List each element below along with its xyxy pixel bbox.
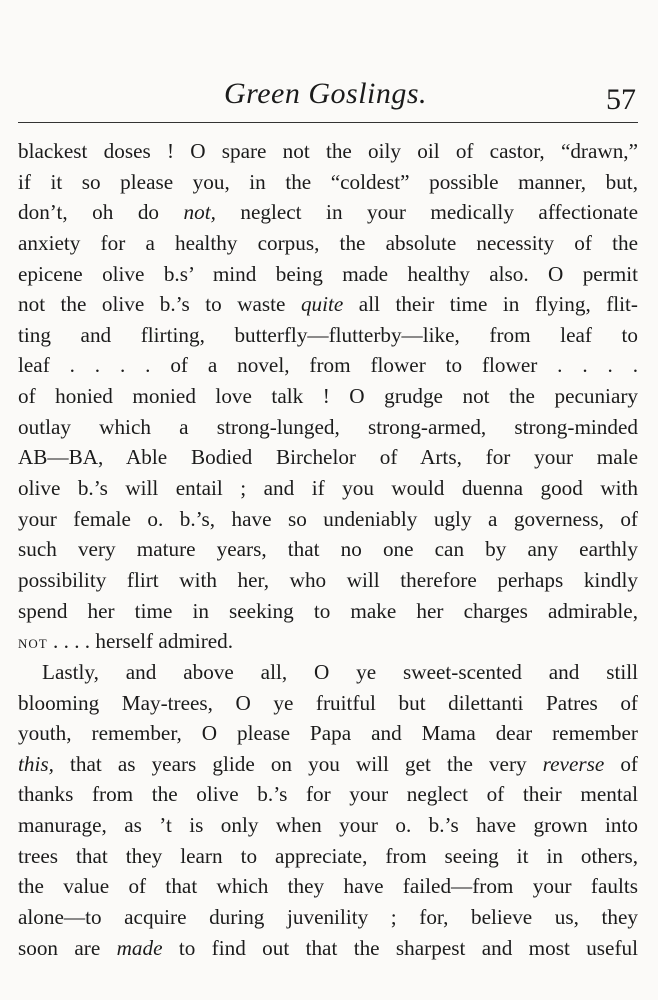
paragraph-2 xyxy=(18,657,638,963)
italic-run: made xyxy=(116,935,163,960)
text-line: manurage, as ’t is only when your o. b.’s have grown into xyxy=(18,813,638,838)
text-run: that as years glide on you will get the very xyxy=(53,751,543,776)
text-line: Lastly, and above all, O ye sweet-scented and still xyxy=(42,659,638,684)
text-run: of xyxy=(604,751,638,776)
italic-run: quite xyxy=(300,292,344,317)
page-number: 57 xyxy=(606,83,636,116)
text-line: possibility flirt with her, who will therefore perhaps kindly xyxy=(18,567,638,592)
text-line: blackest doses ! O spare not the oily oil of castor, “drawn,” xyxy=(18,139,638,163)
running-title: Green Goslings. xyxy=(224,77,428,110)
header-rule xyxy=(18,122,638,123)
small-caps-run: not xyxy=(18,632,48,654)
text-line: thanks from the olive b.’s for your neglect of their mental xyxy=(18,782,638,807)
text-line: AB—BA, Able Bodied Birchelor of Arts, for your male xyxy=(18,445,638,470)
text-line: alone—to acquire during juvenility ; for, believe us, they xyxy=(18,905,638,930)
text-run: don’t, oh do xyxy=(18,200,184,225)
body-text xyxy=(18,136,638,963)
text-run: neglect in your medically affectionate xyxy=(215,200,639,225)
text-line xyxy=(18,626,638,657)
text-line: epicene olive b.s’ mind being made healthy also. O permit xyxy=(18,261,638,286)
text-line: anxiety for a healthy corpus, the absolute necessity of the xyxy=(18,230,638,255)
text-line: your female o. b.’s, have so undeniably ugly a governess, of xyxy=(18,506,638,531)
paragraph-1 xyxy=(18,136,638,657)
text-line: spend her time in seeking to make her charges admirable, xyxy=(18,598,638,623)
text-line xyxy=(18,289,638,320)
text-line: the value of that which they have failed—from your faults xyxy=(18,874,638,899)
text-line: of honied monied love talk ! O grudge not the pecuniary xyxy=(18,384,638,409)
text-run: . . . . herself admired. xyxy=(47,629,234,654)
italic-run: reverse xyxy=(542,751,605,776)
page-header xyxy=(0,74,658,114)
text-line xyxy=(18,933,638,964)
text-run: to find out that the sharpest and most useful xyxy=(162,935,638,960)
text-line: olive b.’s will entail ; and if you would duenna good with xyxy=(18,476,638,501)
italic-run: not, xyxy=(183,200,216,225)
text-line: such very mature years, that no one can by any earthly xyxy=(18,537,638,562)
text-line xyxy=(18,197,638,228)
text-run: soon are xyxy=(18,935,117,960)
text-line: blooming May-trees, O ye fruitful but dilettanti Patres of xyxy=(18,690,638,715)
text-line: if it so please you, in the “coldest” possible manner, but, xyxy=(18,169,638,194)
text-line: ting and flirting, butterfly—flutterby—like, from leaf to xyxy=(18,322,638,347)
text-line: outlay which a strong-lunged, strong-armed, strong-minded xyxy=(18,414,638,439)
text-run: not the olive b.’s to waste xyxy=(18,292,301,317)
text-line: trees that they learn to appreciate, from seeing it in others, xyxy=(18,843,638,868)
italic-run: this, xyxy=(18,751,54,776)
text-line xyxy=(18,749,638,780)
text-line: leaf . . . . of a novel, from flower to flower . . . . xyxy=(18,353,638,378)
text-line: youth, remember, O please Papa and Mama dear remember xyxy=(18,721,638,746)
text-run: all their time in flying, flit- xyxy=(343,292,638,317)
